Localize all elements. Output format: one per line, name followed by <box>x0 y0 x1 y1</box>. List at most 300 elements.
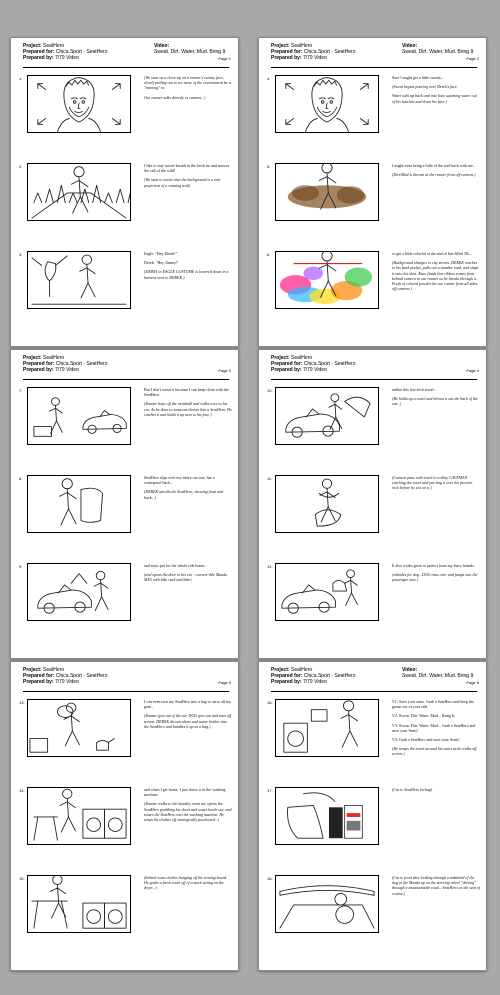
storyboard-page <box>10 349 239 659</box>
description-paragraph: (DEREK unrolls the SeatHero, showing front and back...) <box>144 489 224 500</box>
sketch-stroke <box>53 876 62 884</box>
prepared-by-line <box>23 367 133 373</box>
sketch-stroke <box>303 793 334 802</box>
sketch-stroke <box>112 84 120 90</box>
paint-splash <box>337 186 364 203</box>
storyboard-panel <box>259 163 488 249</box>
description-paragraph: V3: Sweat. Dirt. Water. Mud... Grab a SeatHero and save your Seats! <box>392 722 476 733</box>
sketch-stroke <box>341 701 358 747</box>
sketch-drawing <box>276 76 378 132</box>
project-value: SeatHero <box>43 43 65 49</box>
panel-number: 12. <box>267 564 273 569</box>
sketch-closeup <box>27 75 131 133</box>
panel-number: 11. <box>267 476 273 481</box>
description-paragraph: V4: Grab a SeatHero and save your Seats! <box>392 737 460 743</box>
sketch-laundry <box>27 787 131 845</box>
sketch-carry-bag <box>27 699 131 757</box>
sketch-stroke <box>38 118 46 124</box>
sketch-show-cover <box>27 475 131 533</box>
storyboard-panel <box>259 75 488 161</box>
video-label: Video: <box>402 667 418 673</box>
paint-splash <box>345 267 372 286</box>
project-label: Project: <box>271 667 290 673</box>
sketch-stroke <box>326 103 328 108</box>
sketch-car-dog <box>275 563 379 621</box>
storyboard-panel <box>259 875 488 961</box>
sketch-stroke <box>80 255 95 298</box>
sketch-stroke <box>287 805 323 838</box>
sketch-stroke <box>315 510 341 526</box>
sketch-stroke <box>45 262 56 281</box>
description-paragraph: V1: Save your seats. Grab a SeatHero and keep the grime out of your ride. <box>392 699 474 710</box>
panel-number: 6. <box>267 252 271 257</box>
panel-description <box>392 251 480 295</box>
storyboard-panel <box>259 699 488 785</box>
sketch-stroke <box>116 189 124 203</box>
description-paragraph: (Cut to front shot looking through windshield of the dog in the Mazda up on the steering wheel "driving" through a mountainside road... SeatHero on the seat of course.) <box>392 875 480 896</box>
sketch-stroke <box>57 118 100 132</box>
sketch-stroke <box>312 78 342 97</box>
sketch-stroke <box>286 409 340 437</box>
sketch-stroke <box>322 164 332 173</box>
sketch-stroke <box>50 876 65 918</box>
storyboard-panel <box>259 787 488 873</box>
panel-description <box>144 387 232 421</box>
sketch-stroke <box>319 98 334 99</box>
prepared-for-label: Prepared for: <box>271 673 303 680</box>
sketch-stroke <box>346 593 358 606</box>
description-paragraph: Our runner talks directly to camera...) <box>144 94 206 100</box>
prepared-by-line <box>271 55 381 61</box>
sketch-drawing <box>28 788 130 844</box>
sketch-stroke <box>333 580 347 591</box>
prepared-by-label: Prepared by: <box>23 679 54 686</box>
panel-description <box>144 787 232 826</box>
sketch-stroke <box>312 78 342 123</box>
project-info <box>23 667 133 686</box>
sketch-closeup <box>275 75 379 133</box>
sketch-stroke <box>335 893 347 905</box>
video-info <box>402 43 482 55</box>
panel-description <box>392 699 480 761</box>
sketch-stroke <box>280 905 374 928</box>
prepared-for-value: Chica Sport - SeatHero <box>55 673 108 680</box>
storyboard-panel <box>11 787 240 873</box>
video-label: Video: <box>154 43 170 49</box>
description-paragraph: Derek: "Hey Jimmy!" <box>144 260 180 266</box>
storyboard-panel <box>11 251 240 337</box>
sketch-stroke <box>60 789 75 832</box>
storyboard-panel <box>259 251 488 337</box>
page-number: Page 6 <box>466 680 479 685</box>
sketch-drawing <box>28 388 130 444</box>
video-value: Sweat. Dirt. Water. Mud. Bring It <box>154 49 226 56</box>
panel-description <box>392 875 480 900</box>
storyboard-panel <box>11 563 240 649</box>
project-value: SeatHero <box>291 667 313 673</box>
panel-number: 2. <box>19 164 23 169</box>
page-number: Page 5 <box>218 680 231 685</box>
project-info <box>23 355 133 374</box>
description-paragraph: Sure I might get a little sweaty... <box>392 75 444 80</box>
sketch-stroke <box>282 585 336 613</box>
description-paragraph: (Background changes to city streets. DEREK reaches to his back pocket, pulls out a number card, and slaps it onto his shirt. Race finish line ribbon comes from behind camera to our runner as he breaks through it. Poofs of colored powder hit our runner from all sides off-camera.) <box>392 260 479 292</box>
description-paragraph: (We start on a close-up on a runner's sweaty face, slowly pulling out to see more of the environment he is "running" in. <box>144 75 232 91</box>
description-paragraph: (Cut to SeatHero lockup) <box>392 787 433 792</box>
sketch-stroke <box>345 397 371 417</box>
description-paragraph: But I don't sweat it because I can keep clean with the SeatHero. <box>144 387 229 398</box>
sketch-stroke <box>343 701 353 711</box>
sketch-stroke <box>336 906 354 923</box>
panel-description <box>392 387 480 411</box>
prepared-by-label: Prepared by: <box>271 679 302 686</box>
sketch-stroke <box>81 283 95 298</box>
prepared-for-label: Prepared for: <box>271 361 303 368</box>
storyboard-panel <box>259 387 488 473</box>
description-paragraph: (We start to notice that the background is a rear projection of a running trail) <box>144 177 221 188</box>
header-divider <box>23 379 229 380</box>
description-paragraph: (He holds up a towel and throws it out the back of the car...) <box>392 396 478 407</box>
sketch-drawing <box>276 388 378 444</box>
sketch-stroke <box>95 597 108 611</box>
prepared-for-value: Chica Sport - SeatHero <box>55 361 108 368</box>
prepared-by-label: Prepared by: <box>271 55 302 62</box>
sketch-stroke <box>323 112 331 113</box>
storyboard-page <box>258 37 487 347</box>
sketch-stroke <box>128 185 130 202</box>
project-info <box>23 43 133 62</box>
panel-number: 13. <box>19 700 25 705</box>
sketch-runner <box>27 163 131 221</box>
sketch-drawing <box>276 700 378 756</box>
panel-description <box>144 75 232 104</box>
project-label: Project: <box>271 43 290 49</box>
sketch-stroke <box>67 489 68 509</box>
panel-description <box>392 75 480 108</box>
sketch-caveman <box>275 475 379 533</box>
description-paragraph: V2: Sweat. Dirt. Water. Mud... Bring It. <box>392 713 456 719</box>
project-label: Project: <box>23 43 42 49</box>
project-value: SeatHero <box>43 355 65 361</box>
sketch-stroke <box>97 739 115 751</box>
panel-description <box>144 563 232 587</box>
sketch-stroke <box>105 193 113 203</box>
sketch-stroke <box>61 817 75 832</box>
sketch-stroke <box>347 570 355 578</box>
page-header <box>271 43 479 67</box>
panel-description <box>392 787 480 796</box>
sketch-stroke <box>67 798 68 817</box>
description-paragraph: (JIMMY in EAGLE COSTUME is lowered down in a harness next to DEREK.) <box>144 269 229 280</box>
description-paragraph: Water tubs up back and into hair, squirting water out of his hairline and down his face.) <box>392 93 477 104</box>
prepared-by-value: 7/79 Video <box>302 367 327 374</box>
sketch-drawing <box>28 76 130 132</box>
panel-number: 9. <box>19 564 23 569</box>
sketch-stroke <box>320 479 335 522</box>
panel-number: 8. <box>19 476 23 481</box>
sketch-stroke <box>64 703 79 746</box>
project-value: SeatHero <box>291 43 313 49</box>
prepared-by-value: 7/79 Video <box>54 367 79 374</box>
sketch-stroke <box>75 112 83 113</box>
panel-number: 1. <box>19 76 23 81</box>
sketch-stroke <box>331 394 339 402</box>
sketch-stroke <box>87 818 101 832</box>
page-header <box>271 667 479 691</box>
sketch-stroke <box>286 414 340 432</box>
sketch-stroke <box>282 590 336 608</box>
prepared-by-value: 7/79 Video <box>302 55 327 62</box>
sketch-stroke <box>52 398 60 406</box>
description-paragraph: and when I get home, I just throw it in the washing machine. <box>144 787 226 798</box>
description-paragraph: Eagle: "Hey Derek!" <box>144 251 178 256</box>
page-header <box>271 355 479 379</box>
prepared-by-line <box>271 679 381 685</box>
paint-splash <box>292 185 319 200</box>
product-card-photo <box>347 821 361 831</box>
header-divider <box>271 67 477 68</box>
project-label: Project: <box>23 667 42 673</box>
sketch-stroke <box>321 101 324 104</box>
storyboard-panel <box>259 563 488 649</box>
prepared-by-value: 7/79 Video <box>54 679 79 686</box>
sketch-car-throw <box>27 387 131 445</box>
sketch-stroke <box>55 405 56 420</box>
sketch-stroke <box>280 886 374 896</box>
sketch-stroke <box>38 590 92 608</box>
description-paragraph: I might even bring a little of the trail back with me... <box>392 163 476 168</box>
sketch-stroke <box>284 723 308 752</box>
sketch-stroke <box>62 479 72 489</box>
prepared-for-label: Prepared for: <box>23 673 55 680</box>
description-paragraph: or get a little colorful at the end of bus-filled 5K... <box>392 251 473 256</box>
sketch-stroke <box>321 507 335 522</box>
sketch-drawing <box>276 164 378 220</box>
header-divider <box>271 691 477 692</box>
description-paragraph: (whistles for dog...DOG runs over and jumps into the passenger seat.) <box>392 572 478 583</box>
sketch-mud <box>275 163 379 221</box>
sketch-stroke <box>82 101 85 104</box>
page-number: Page 4 <box>466 368 479 373</box>
description-paragraph: I can even turn my SeatHero into a bag to carry all my gear... <box>144 699 232 710</box>
sketch-stroke <box>335 402 336 417</box>
storyboard-panel <box>11 699 240 785</box>
sketch-drawing <box>276 476 378 532</box>
description-paragraph: (behind some clothes hanging off the ironing board. He grabs a fresh towel off of a stack sitting on the dryer...) <box>144 875 228 891</box>
sketch-stroke <box>60 479 77 525</box>
prepared-by-label: Prepared by: <box>271 367 302 374</box>
sketch-stroke <box>108 910 122 924</box>
sketch-stroke <box>87 264 88 283</box>
sketch-stroke <box>322 252 332 261</box>
description-paragraph: and stays put for the whole ride home... <box>144 563 208 568</box>
sketch-stroke <box>73 101 76 104</box>
sketch-drawing <box>28 164 130 220</box>
sketch-stroke <box>34 817 58 840</box>
product-box <box>329 807 343 838</box>
sketch-stroke <box>83 809 105 838</box>
sketch-drawing <box>28 876 130 932</box>
sketch-stroke <box>34 427 52 437</box>
prepared-for-value: Chica Sport - SeatHero <box>303 673 356 680</box>
panel-number: 17. <box>267 788 273 793</box>
description-paragraph: SeatHero slips over my entire car seat, has a waterproof back... <box>144 475 215 486</box>
sketch-stroke <box>78 103 80 108</box>
video-value: Sweat. Dirt. Water. Mud. Bring It <box>402 49 474 56</box>
panel-number: 15. <box>19 876 25 881</box>
sketch-drawing <box>28 476 130 532</box>
sketch-car-open <box>27 563 131 621</box>
storyboard-panel <box>11 475 240 561</box>
sketch-stroke <box>63 789 72 798</box>
sketch-stroke <box>286 118 294 124</box>
prepared-by-label: Prepared by: <box>23 367 54 374</box>
storyboard-panel <box>11 75 240 161</box>
sketch-stroke <box>61 509 76 525</box>
sketch-stroke <box>83 903 105 928</box>
sketch-stroke <box>65 731 79 746</box>
prepared-for-value: Chica Sport - SeatHero <box>303 49 356 56</box>
page-header <box>23 43 231 67</box>
sketch-drawing <box>276 876 378 932</box>
sketch-driving <box>275 875 379 933</box>
sketch-ironing <box>27 875 131 933</box>
sketch-stroke <box>38 84 46 90</box>
sketch-stroke <box>93 185 101 202</box>
description-paragraph: (and opens the door to his car - convert-ible Mazda MX5 with bike rack and bike) <box>144 572 227 583</box>
project-info <box>271 667 381 686</box>
description-paragraph: (Camera pans with towel to a dirty CAVEMAN catching the towel and put-ting it over his favorite rock before he sits on it.) <box>392 475 473 491</box>
video-value: Sweat. Dirt. Water. Mud. Bring It <box>402 673 474 680</box>
prepared-by-line <box>271 367 381 373</box>
sketch-color <box>275 251 379 309</box>
storyboard-panel <box>11 163 240 249</box>
panel-number: 4. <box>267 76 271 81</box>
description-paragraph: (He wraps the towel around his waist as he walks off screen.) <box>392 746 477 757</box>
prepared-for-value: Chica Sport - SeatHero <box>55 49 108 56</box>
project-label: Project: <box>271 355 290 361</box>
sketch-car-towel <box>275 387 379 445</box>
sketch-stroke <box>342 731 357 747</box>
sketch-stroke <box>30 739 48 753</box>
sketch-stroke <box>322 479 331 488</box>
storyboard-page <box>10 37 239 347</box>
description-paragraph: I like to stay active-breath in the fresh air and answer the call of the wild! <box>144 163 230 174</box>
storyboard-page <box>258 349 487 659</box>
sketch-stroke <box>101 580 102 597</box>
panel-number: 16. <box>267 700 273 705</box>
panel-number: 14. <box>19 788 25 793</box>
prepared-for-label: Prepared for: <box>23 49 55 56</box>
sketch-stroke <box>34 193 42 203</box>
panel-number: 5. <box>267 164 271 169</box>
description-paragraph: (Sweat begins pouring over Derek's face. <box>392 84 458 90</box>
project-info <box>271 43 381 62</box>
storyboard-page <box>258 661 487 971</box>
product-card-band <box>347 813 361 817</box>
prepared-for-value: Chica Sport - SeatHero <box>303 361 356 368</box>
header-divider <box>23 691 229 692</box>
panel-number: 3. <box>19 252 23 257</box>
sketch-stroke <box>71 574 87 584</box>
panel-description <box>392 563 480 587</box>
panel-description <box>144 699 232 733</box>
sketch-stroke <box>32 256 67 297</box>
sketch-drawing <box>28 700 130 756</box>
sketch-stroke <box>83 410 126 433</box>
sketch-stroke <box>32 193 126 218</box>
panel-number: 18. <box>267 876 273 881</box>
sketch-stroke <box>330 101 333 104</box>
sketch-stroke <box>105 903 127 928</box>
description-paragraph: It also works great to protect from my furry friends. <box>392 563 475 568</box>
prepared-by-line <box>23 55 133 61</box>
panel-description <box>144 251 232 284</box>
header-divider <box>23 67 229 68</box>
project-value: SeatHero <box>43 667 65 673</box>
sketch-stroke <box>73 197 88 213</box>
sketch-stroke <box>74 167 84 177</box>
page-number: Page 2 <box>466 56 479 61</box>
sketch-stroke <box>79 177 80 197</box>
sketch-product <box>275 787 379 845</box>
description-paragraph: (Dirt/Mud is thrown at the runner from off-camera.) <box>392 172 476 178</box>
sketch-stroke <box>360 118 368 124</box>
sketch-drawing <box>276 564 378 620</box>
sketch-stroke <box>57 884 58 903</box>
sketch-drawing <box>276 788 378 844</box>
sketch-stroke <box>311 710 327 722</box>
description-paragraph: unlike this low-tech towel... <box>392 387 437 392</box>
sketch-stroke <box>57 185 65 202</box>
storyboard-panel <box>11 387 240 473</box>
project-label: Project: <box>23 355 42 361</box>
sketch-stroke <box>329 394 342 430</box>
panel-description <box>144 875 232 895</box>
sketch-stroke <box>288 731 304 746</box>
description-paragraph: (Runner hops off the treadmill and walks over to his car. As he does so someone throws him a SeatHero. He catches it and holds it up next to his face.) <box>144 401 232 417</box>
sketch-stroke <box>83 415 126 430</box>
project-info <box>271 355 381 374</box>
panel-description <box>392 475 480 495</box>
sketch-stroke <box>87 910 101 924</box>
sketch-stroke <box>305 118 348 132</box>
storyboard-page <box>10 661 239 971</box>
page-header <box>23 667 231 691</box>
panel-description <box>144 163 232 192</box>
sketch-stroke <box>349 711 350 731</box>
sketch-stroke <box>360 84 368 90</box>
sketch-stroke <box>351 578 352 593</box>
prepared-for-label: Prepared for: <box>271 49 303 56</box>
sketch-laundry-walk <box>275 699 379 757</box>
prepared-by-value: 7/79 Video <box>302 679 327 686</box>
page-number: Page 3 <box>218 368 231 373</box>
storyboard-panel <box>259 475 488 561</box>
sketch-stroke <box>71 98 86 99</box>
video-info <box>154 43 234 55</box>
sketch-stroke <box>108 818 122 832</box>
video-label: Video: <box>402 43 418 49</box>
sketch-stroke <box>46 189 54 203</box>
sketch-stroke <box>38 585 92 613</box>
sketch-stroke <box>32 901 67 928</box>
prepared-by-value: 7/79 Video <box>54 55 79 62</box>
sketch-stroke <box>94 571 108 610</box>
sketch-stroke <box>105 809 127 838</box>
sketch-stroke <box>57 706 73 718</box>
sketch-stroke <box>51 421 63 434</box>
